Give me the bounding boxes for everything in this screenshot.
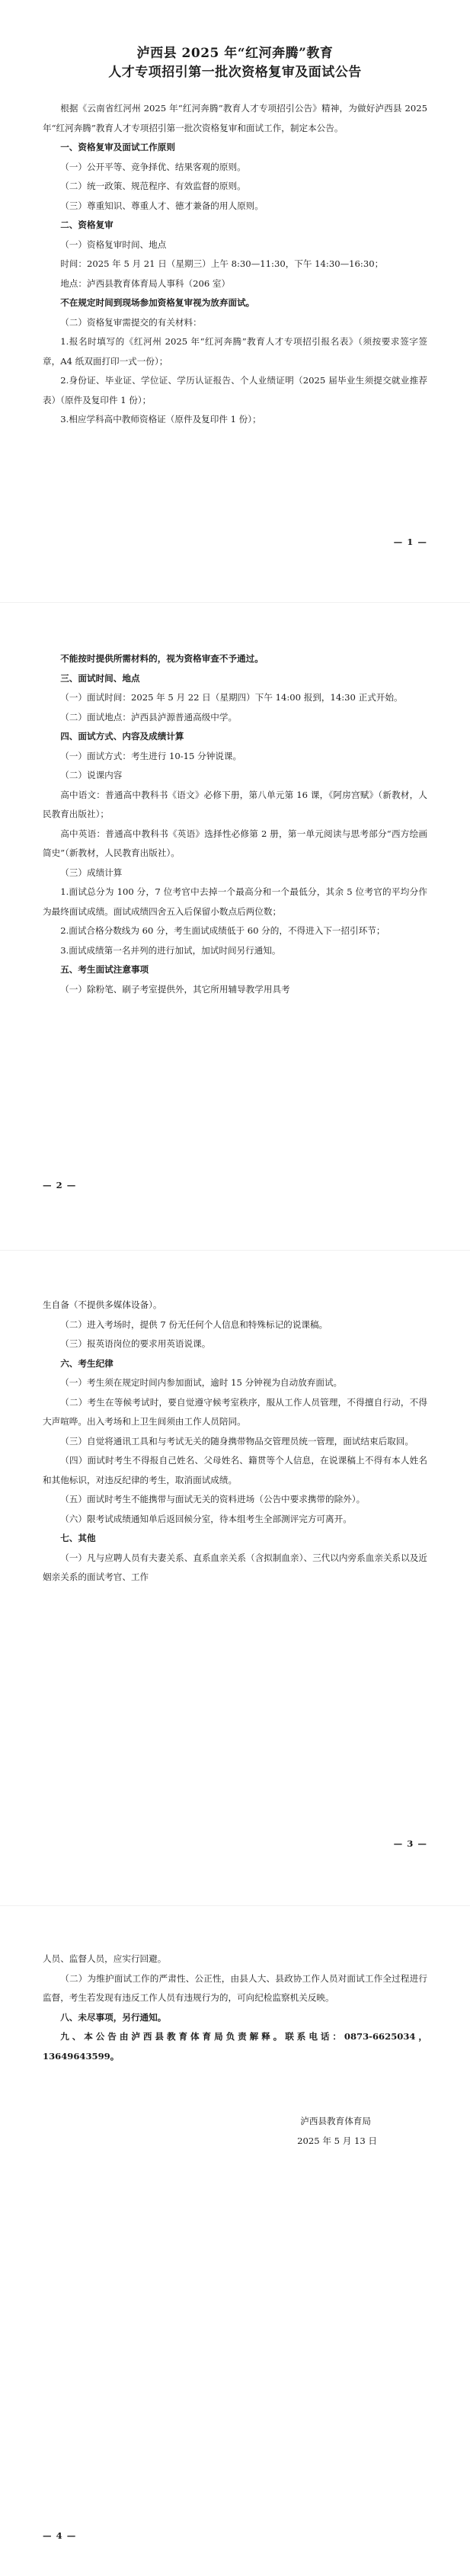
paragraph: 生自备（不提供多媒体设备）。 (43, 1299, 162, 1310)
paragraph: 1.面试总分为 100 分，7 位考官中去掉一个最高分和一个最低分，其余 5 位考官的平均分作为最终面试成绩。面试成绩四舍五入后保留小数点后两位数； (43, 886, 427, 917)
paragraph: 七、其他 (60, 1533, 96, 1543)
paragraph: 3.面试成绩第一名并列的进行加试，加试时间另行通知。 (60, 944, 281, 956)
paragraph: 2.身份证、毕业证、学位证、学历认证报告、个人业绩证明（2025 届毕业生须提交就业推荐表）（原件及复印件 1 份）； (43, 375, 427, 405)
paragraph: （二）资格复审需提交的有关材料： (60, 316, 202, 328)
paragraph: （三）自觉将通讯工具和与考试无关的随身携带物品交管理员统一管理，面试结束后取回。 (60, 1435, 414, 1447)
paragraph: 1.报名时填写的《红河州 2025 年“红河奔腾”教育人才专项招引报名表》（须按要求签字签章，A4 纸双面打印一式一份）； (43, 336, 427, 367)
paragraph: 根据《云南省红河州 2025 年“红河奔腾”教育人才专项招引公告》精神，为做好泸西县 2025 年“红河奔腾”教育人才专项招引第一批次资格复审和面试工作，制定本公告。 (43, 103, 427, 133)
paragraph: （一）除粉笔、刷子考室提供外，其它所用辅导教学用具考 (60, 983, 290, 995)
paragraph: （三）尊重知识、尊重人才、德才兼备的用人原则。 (60, 200, 264, 211)
page-divider (0, 602, 470, 603)
page-number-4: — 4 — (43, 2530, 77, 2541)
title-line-1: 泸西县 2025 年“红河奔腾”教育 (136, 46, 334, 61)
paragraph: （一）考生须在规定时间内参加面试，逾时 15 分钟视为自动放弃面试。 (60, 1377, 343, 1388)
page-3 (0, 1296, 470, 1588)
paragraph: （一）凡与应聘人员有夫妻关系、直系血亲关系（含拟制血亲）、三代以内旁系血亲关系以及近姻亲关系的面试考官、工作 (43, 1552, 427, 1582)
paragraph: 3.相应学科高中教师资格证（原件及复印件 1 份）； (60, 414, 261, 425)
paragraph: 一、资格复审及面试工作原则 (60, 142, 175, 152)
paragraph: 不在规定时间到现场参加资格复审视为放弃面试。 (60, 297, 255, 308)
paragraph: 二、资格复审 (60, 219, 114, 230)
paragraph: （四）面试时考生不得报自己姓名、父母姓名、籍贯等个人信息，在说课稿上不得有本人姓名和其他标识，对违反纪律的考生，取消面试成绩。 (43, 1455, 427, 1485)
page-1-body (43, 99, 427, 430)
paragraph: （二）说课内容 (60, 770, 123, 780)
paragraph: （二）考生在等候考试时，要自觉遵守候考室秩序，服从工作人员管理，不得擅自行动，不得大声喧哗。出入考场和上卫生间须由工作人员陪同。 (43, 1396, 427, 1427)
page-4-body (43, 1950, 427, 2066)
paragraph: 九、本公告由泸西县教育体育局负责解释。联系电话：0873-6625034，13649643599。 (43, 2031, 427, 2062)
paragraph: 高中英语：普通高中教科书《英语》选择性必修第 2 册，第一单元阅读与思考部分“西方绘画简史”（新教材，人民教育出版社）。 (43, 828, 427, 858)
paragraph: 不能按时提供所需材料的，视为资格审查不予通过。 (60, 653, 264, 664)
paragraph: 高中语文：普通高中教科书《语文》必修下册，第八单元第 16 课，《阿房宫赋》（新教材，人民教育出版社）； (43, 789, 427, 819)
paragraph: 六、考生纪律 (60, 1357, 114, 1369)
page-1 (0, 44, 470, 430)
paragraph: 2.面试合格分数线为 60 分，考生面试成绩低于 60 分的，不得进入下一招引环节； (60, 925, 385, 936)
page-number-3: — 3 — (393, 1838, 427, 1849)
paragraph: （三）报英语岗位的要求用英语说课。 (60, 1338, 211, 1349)
paragraph: 地点：泸西县教育体育局人事科（206 室） (60, 277, 231, 289)
paragraph: 八、未尽事项，另行通知。 (60, 2011, 167, 2023)
paragraph: （二）进入考场时，提供 7 份无任何个人信息和特殊标记的说课稿。 (60, 1318, 328, 1330)
signature-org: 泸西县教育体育局 (300, 2116, 371, 2126)
page-3-body (43, 1296, 427, 1588)
paragraph: （一）面试方式：考生进行 10-15 分钟说课。 (60, 750, 242, 761)
page-2 (0, 649, 470, 999)
paragraph: （一）面试时间：2025 年 5 月 22 日（星期四）下午 14:00 报到，14:30 正式开始。 (60, 692, 403, 703)
paragraph: （二）为维护面试工作的严肃性、公正性，由县人大、县政协工作人员对面试工作全过程进行监督，考生若发现有违反工作人员有违规行为的，可向纪检监察机关反映。 (43, 1972, 427, 2003)
paragraph: （五）面试时考生不能携带与面试无关的资料进场（公告中要求携带的除外）。 (60, 1494, 366, 1504)
paragraph: （二）面试地点：泸西县泸源普通高级中学。 (60, 711, 238, 722)
page-2-body (43, 649, 427, 999)
title-line-2: 人才专项招引第一批次资格复审及面试公告 (108, 65, 362, 80)
page-number-1: — 1 — (393, 537, 427, 547)
paragraph: （二）统一政策、规范程序、有效监督的原则。 (60, 181, 246, 191)
paragraph: （一）资格复审时间、地点 (60, 239, 167, 250)
paragraph: 人员、监督人员，应实行回避。 (43, 1953, 167, 1964)
paragraph: （一）公开平等、竞争择优、结果客观的原则。 (60, 161, 246, 172)
paragraph: 四、面试方式、内容及成绩计算 (60, 731, 184, 742)
paragraph: 五、考生面试注意事项 (60, 964, 149, 975)
paragraph: 三、面试时间、地点 (60, 672, 140, 684)
signature-date: 2025 年 5 月 13 日 (297, 2135, 377, 2146)
paragraph: （三）成绩计算 (60, 867, 123, 878)
paragraph: （六）限考试成绩通知单后返回候分室，待本组考生全部测评完方可离开。 (60, 1513, 352, 1524)
paragraph: 时间：2025 年 5 月 21 日（星期三）上午 8:30—11:30，下午 14:30—16:30； (60, 258, 384, 269)
page-number-2: — 2 — (43, 1180, 77, 1190)
page-divider (0, 1905, 470, 1906)
page-4 (0, 1950, 470, 2151)
page-divider (0, 1250, 470, 1251)
